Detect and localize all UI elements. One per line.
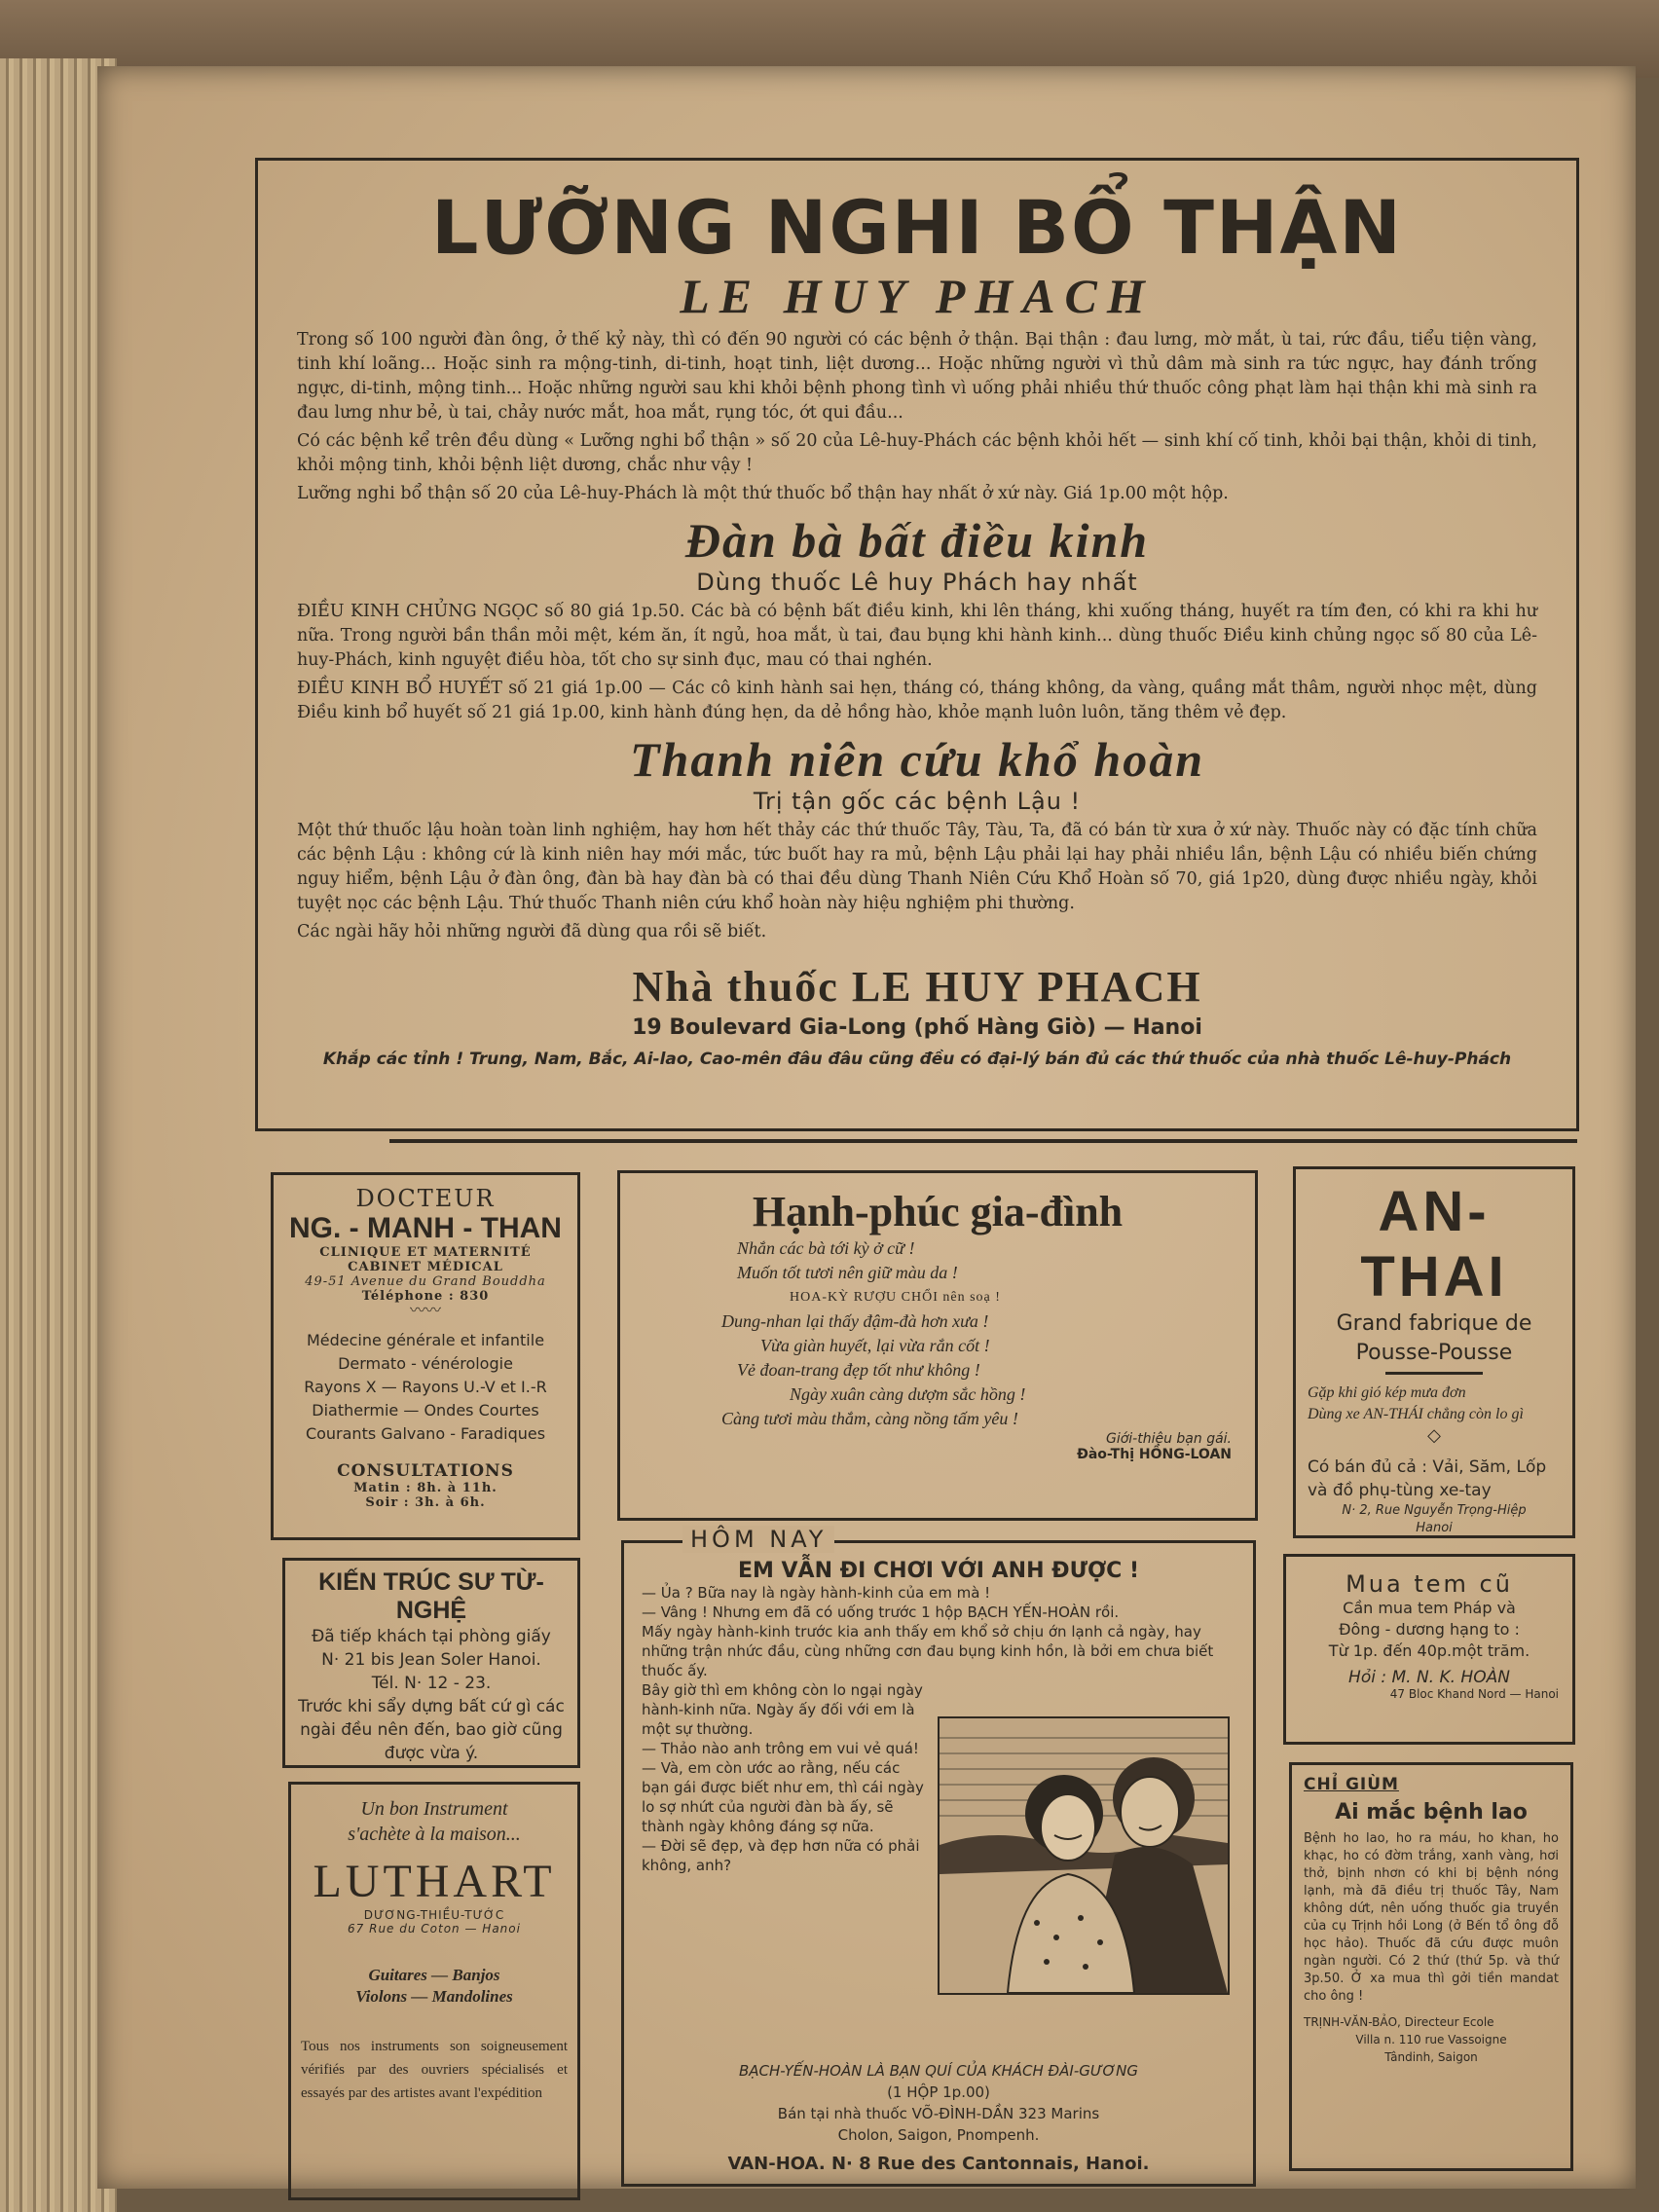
section-subheading: Dùng thuốc Lê huy Phách hay nhất	[696, 569, 1138, 596]
poem-line: Ngày xuân càng dượm sắc hồng !	[790, 1384, 1026, 1404]
chi-gium-signature: TRỊNH-VĂN-BẢO, Directeur Ecole	[1304, 2015, 1494, 2029]
clinic-address: 49-51 Avenue du Grand Bouddha	[305, 1274, 546, 1289]
an-thai-line: Có bán đủ cả : Vải, Săm, Lốp	[1308, 1457, 1547, 1477]
chi-gium-signature: Villa n. 110 rue Vassoigne	[1355, 2033, 1507, 2046]
an-thai-sub: Pousse-Pousse	[1355, 1341, 1513, 1365]
ad-subtitle: LE HUY PHACH	[680, 269, 1155, 323]
an-thai-ad	[1293, 1166, 1575, 1538]
clinic-phone: Téléphone : 830	[361, 1289, 490, 1304]
poem-line: Nhắn các bà tới kỳ ở cữ !	[737, 1238, 915, 1258]
ad-paragraph: Lưỡng nghi bổ thận số 20 của Lê-huy-Phách là một thứ thuốc bổ thận hay nhất ở xứ này. Giá 1p.00 một hộp.	[297, 484, 1229, 503]
seller: Cholon, Saigon, Pnompenh.	[837, 2126, 1040, 2144]
hom-nay-title: EM VẪN ĐI CHƠI VỚI ANH ĐƯỢC !	[737, 1559, 1140, 1583]
van-hoa-address: VAN-HOA. N· 8 Rue des Cantonnais, Hanoi.	[727, 2154, 1150, 2174]
luthart-viet-name: DƯƠNG-THIỀU-TƯỚC	[363, 1908, 505, 1922]
an-thai-address: N· 2, Rue Nguyễn Trọng-Hiệp	[1342, 1503, 1527, 1518]
ad-paragraph: Trong số 100 người đàn ông, ở thế kỷ này, thì có đến 90 người có các bệnh ở thận. Bại thận : đau lưng, mờ mắt, ù tai, rức đầu, tiểu tiện vàng, tinh khí loãng... Hoặc sinh ra mộng-tinh, di-tinh, hoạt tinh, liệt dương... Hoặc những người vì thủ dâm mà sinh ra tức ngực, hay đánh trống ngực, di-tinh, mộng tinh... Hoặc những người sau khi khỏi bệnh phong tình vì uống phải nhiều thứ thuốc công phạt làm hại thận khi mà sinh ra đau lưng như bẻ, ù tai, chảy nước mắt, hoa mắt, rụng tóc, ớt qui đầu...	[297, 330, 1537, 423]
luthart-text: Tous nos instruments son soigneusement vérifiés par des ouvriers spécialisés et essayés par des artistes avant l'expédition	[301, 2039, 568, 2101]
hom-nay-header: HÔM NAY	[682, 1526, 834, 1553]
slogan: BẠCH-YẾN-HOÀN LÀ BẠN QUÍ CỦA KHÁCH ĐÀI-GƯƠNG	[739, 2062, 1138, 2080]
ad-paragraph: Các ngài hãy hỏi những người đã dùng qua rồi sẽ biết.	[297, 922, 767, 941]
service-item: Dermato - vénérologie	[338, 1354, 513, 1373]
newspaper-page	[97, 66, 1636, 2189]
luthart-address: 67 Rue du Coton — Hanoi	[348, 1922, 521, 1936]
poem-line: Vẻ đoan-trang đẹp tốt như không !	[737, 1360, 980, 1380]
mua-tem-line: Từ 1p. đến 40p.một trăm.	[1328, 1641, 1530, 1660]
an-thai-verse: Gặp khi gió kép mưa đơn	[1308, 1384, 1466, 1401]
poem-line: Muốn tốt tươi nên giữ màu da !	[737, 1263, 958, 1282]
poem-line: Dung-nhan lại thấy đậm-đà hơn xưa !	[721, 1311, 989, 1331]
instrument-line: Violons — Mandolines	[355, 1987, 513, 2006]
le-huy-phach-ad	[255, 158, 1579, 1131]
clinic-line: CLINIQUE ET MATERNITÉ	[319, 1245, 532, 1260]
diamond-icon: ◇	[1427, 1425, 1441, 1446]
hom-nay-line: — Vâng ! Nhưng em đã có uống trước 1 hộp BẠCH YẾN-HOÀN rồi.	[642, 1604, 1120, 1621]
an-thai-sub: Grand fabrique de	[1336, 1311, 1532, 1336]
architect-line: Đã tiếp khách tại phòng giấy	[312, 1627, 551, 1646]
services-list	[281, 1329, 570, 1446]
hom-nay-line: Bây giờ thì em không còn lo ngại ngày hành-kinh nữa. Ngày ấy đối với em là một sự thường.	[642, 1681, 923, 1738]
divider	[1385, 1372, 1483, 1375]
luthart-ad	[288, 1782, 580, 2200]
shop-name: Nhà thuốc LE HUY PHACH	[632, 963, 1202, 1011]
chi-gium-ad	[1289, 1762, 1573, 2171]
consult-hours: Matin : 8h. à 11h.	[353, 1481, 498, 1495]
hom-nay-line: — Thảo nào anh trông em vui vẻ quá!	[642, 1740, 919, 1757]
ad-title: LƯỠNG NGHI BỔ THẬN	[431, 184, 1403, 271]
hanh-phuc-ad	[617, 1170, 1258, 1521]
service-item: Médecine générale et infantile	[306, 1331, 545, 1349]
mua-tem-title: Mua tem cũ	[1346, 1570, 1513, 1598]
luthart-line: Un bon Instrument	[360, 1798, 508, 1820]
an-thai-title: AN-THAI	[1360, 1180, 1508, 1309]
hom-nay-line: — Đời sẽ đẹp, và đẹp hơn nữa có phải không, anh?	[642, 1837, 920, 1874]
chi-gium-title: Ai mắc bệnh lao	[1335, 1800, 1528, 1825]
architect-line: N· 21 bis Jean Soler Hanoi.	[321, 1650, 541, 1670]
docteur-ad	[271, 1172, 580, 1540]
clinic-line: CABINET MÉDICAL	[348, 1260, 503, 1274]
couple-illustration	[938, 1716, 1230, 1995]
architect-line: Trước khi sẩy dựng bất cứ gì các ngài đều nên đến, bao giờ cũng được vừa ý.	[298, 1697, 565, 1763]
poem-line: Càng tươi màu thắm, càng nồng tấm yêu !	[721, 1409, 1018, 1428]
shop-address: 19 Boulevard Gia-Long (phố Hàng Giò) — Hanoi	[632, 1015, 1202, 1040]
agents-note: Khắp các tỉnh ! Trung, Nam, Bắc, Ai-lao, Cao-mên đâu đâu cũng đều có đại-lý bán đủ các thứ thuốc của nhà thuốc Lê-huy-Phách	[322, 1050, 1512, 1069]
luthart-name: LUTHART	[313, 1856, 556, 1907]
doctor-name: NG. - MANH - THAN	[289, 1212, 562, 1244]
ad-paragraph: Có các bệnh kể trên đều dùng « Lưỡng nghi bổ thận » số 20 của Lê-huy-Phách các bệnh khỏi hết — sinh khí cố tinh, khỏi bại thận, khỏi di tinh, khỏi mộng tinh, khỏi bệnh liệt dương, chắc như vậy !	[297, 431, 1537, 475]
divider	[389, 1139, 1577, 1143]
section-heading: Đàn bà bất điều kinh	[684, 513, 1150, 568]
service-item: Rayons X — Rayons U.-V et I.-R	[304, 1378, 547, 1396]
ad-paragraph: ĐIỀU KINH CHỦNG NGỌC số 80 giá 1p.50. Các bà có bệnh bất điều kinh, khi lên tháng, khi xuống tháng, huyết ra tím đen, có khi ra khi hư nữa. Trong người bần thần mỏi mệt, kém ăn, ít ngủ, hoa mắt, ù tai, đau bụng khi hành kinh... dùng thuốc Điều kinh chủng ngọc số 80 của Lê-huy-Phách, kinh nguyệt điều hòa, tốt cho sự sinh đục, mau có thai nghén.	[297, 602, 1537, 670]
poem-line: Vừa giàn huyết, lại vừa rắn cốt !	[760, 1336, 990, 1355]
an-thai-line: và đồ phụ-tùng xe-tay	[1308, 1481, 1492, 1500]
instrument-line: Guitares — Banjos	[368, 1966, 500, 1984]
consult-hours: Soir : 3h. à 6h.	[365, 1495, 486, 1510]
architect-ad	[282, 1558, 580, 1768]
architect-title: KIẾN TRÚC SƯ TỪ-NGHỆ	[318, 1568, 544, 1624]
hom-nay-line: — Và, em còn ước ao rằng, nếu các bạn gái được biết như em, thì cái ngày lo sợ nhứt của người đàn bà ấy, sẽ thành ngày không đáng sợ nữa.	[642, 1759, 924, 1835]
poem-line: HOA-KỲ RƯỢU CHỔI nên soạ !	[790, 1290, 1001, 1305]
hom-nay-footer	[642, 2060, 1235, 2174]
section-heading: Thanh niên cứu khổ hoàn	[629, 732, 1205, 787]
mua-tem-ad	[1283, 1554, 1575, 1745]
hom-nay-line: — Ủa ? Bữa nay là ngày hành-kinh của em mà !	[642, 1584, 991, 1602]
service-item: Courants Galvano - Faradiques	[305, 1424, 546, 1443]
poem-signature: Đào-Thị HỒNG-LOAN	[1077, 1447, 1232, 1462]
chi-gium-kicker: CHỈ GIÙM	[1304, 1775, 1399, 1794]
chi-gium-signature: Tândinh, Saigon	[1384, 2050, 1478, 2064]
docteur-label: DOCTEUR	[355, 1185, 496, 1212]
hom-nay-ad	[621, 1526, 1256, 2187]
mua-tem-line: Đông - dương hạng to :	[1339, 1620, 1520, 1639]
ornament-icon: 〰〰	[409, 1301, 441, 1319]
an-thai-verse: Dùng xe AN-THÁI chẳng còn lo gì	[1308, 1406, 1524, 1422]
an-thai-address: Hanoi	[1416, 1521, 1453, 1535]
architect-line: Tél. N· 12 - 23.	[371, 1674, 492, 1693]
price: (1 HỘP 1p.00)	[887, 2083, 990, 2101]
mua-tem-address: 47 Bloc Khand Nord — Hanoi	[1389, 1687, 1559, 1701]
hanh-phuc-title: Hạnh-phúc gia-đình	[752, 1188, 1124, 1235]
ad-paragraph: Một thứ thuốc lậu hoàn toàn linh nghiệm, hay hơn hết thảy các thứ thuốc Tây, Tàu, Ta, đã có bán từ xưa ở xứ này. Thuốc này có đặc tính chữa các bệnh Lậu : không cứ là kinh niên hay mới mắc, tức buốt hay ra mủ, bệnh Lậu phải lại hay phải nhiều lần, bệnh Lậu có nhiều biến chứng nguy hiểm, bệnh Lậu ở đàn ông, đàn bà hay đàn bà có thai đều dùng Thanh Niên Cứu Khổ Hoàn số 70, giá 1p20, dùng được nhiều ngày, khỏi tuyệt nọc các bệnh Lậu. Thứ thuốc Thanh niên cứu khổ hoàn này hiệu nghiệm phi thường.	[297, 821, 1537, 913]
mua-tem-contact: Hỏi : M. N. K. HOÀN	[1348, 1668, 1510, 1687]
chi-gium-body: Bệnh ho lao, ho ra máu, ho khan, ho khạc, ho có đờm trắng, xanh vàng, hơi thở, bịnh nhơn có khi bị bệnh nóng lạnh, mà đã điều trị thuốc Tây, Nam không dứt, nên uống thuốc gia truyền của cụ Trịnh hồi Long (ở Bến tổ ông đỗ học hảo). Thuốc đã cứu được muôn ngàn người. Có 2 thứ (thứ 5p. và thứ 3p.50. Ở xa mua thì gởi tiền mandat cho ông !	[1304, 1831, 1559, 2004]
hom-nay-line: Mấy ngày hành-kinh trước kia anh thấy em khổ sở chịu ớn lạnh cả ngày, hay những trận nhức đầu, cùng những cơn đau bụng kinh hồn, là bởi em chưa biết thuốc ấy.	[642, 1623, 1214, 1679]
seller: Bán tại nhà thuốc VÕ-ĐÌNH-DẦN 323 Marins	[777, 2105, 1100, 2122]
service-item: Diathermie — Ondes Courtes	[312, 1401, 539, 1419]
consultations-heading: CONSULTATIONS	[337, 1461, 514, 1481]
section-subheading: Trị tận gốc các bệnh Lậu !	[753, 788, 1082, 815]
poem-signature: Giới-thiệu bạn gái.	[1105, 1431, 1232, 1447]
mua-tem-line: Cần mua tem Pháp và	[1343, 1599, 1516, 1617]
luthart-line: s'achète à la maison...	[348, 1824, 521, 1845]
ad-paragraph: ĐIỀU KINH BỔ HUYẾT số 21 giá 1p.00 — Các cô kinh hành sai hẹn, tháng có, tháng không, da vàng, quầng mắt thâm, người nhọc mệt, dùng Điều kinh bổ huyết số 21 giá 1p.00, kinh hành đúng hẹn, da dẻ hồng hào, khỏe mạnh luôn luôn, tăng thêm vẻ đẹp.	[297, 679, 1537, 722]
